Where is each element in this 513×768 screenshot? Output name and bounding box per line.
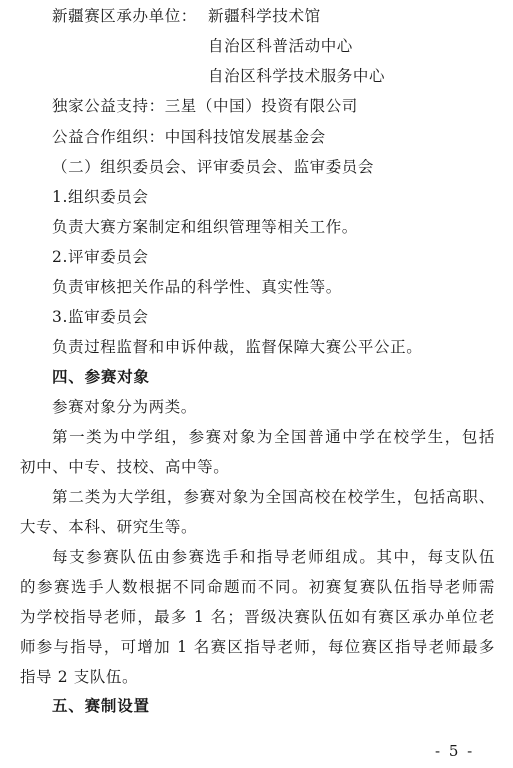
section-five-heading: 五、赛制设置 xyxy=(52,697,150,715)
org-committee-title: 1.组织委员会 xyxy=(52,188,149,206)
university-group-line-1: 第二类为大学组，参赛对象为全国高校在校学生，包括高职、 xyxy=(52,488,495,506)
team-composition-line-2: 的参赛选手人数根据不同命题而不同。初赛复赛队伍指导老师需 xyxy=(20,578,495,596)
xinjiang-organizer-label: 新疆赛区承办单位： xyxy=(52,7,197,25)
university-group-line-2: 大专、本科、研究生等。 xyxy=(20,518,198,536)
team-composition-line-4: 师参与指导，可增加 1 名赛区指导老师，每位赛区指导老师最多 xyxy=(20,638,495,656)
supervise-committee-desc: 负责过程监督和申诉仲裁，监督保障大赛公平公正。 xyxy=(52,338,423,356)
middle-school-group-line-1: 第一类为中学组，参赛对象为全国普通中学在校学生，包括 xyxy=(52,428,495,446)
committees-heading: （二）组织委员会、评审委员会、监审委员会 xyxy=(52,158,375,176)
xinjiang-organizer-3: 自治区科学技术服务中心 xyxy=(208,67,386,85)
review-committee-desc: 负责审核把关作品的科学性、真实性等。 xyxy=(52,278,342,296)
section-four-heading: 四、参赛对象 xyxy=(52,368,150,386)
middle-school-group-line-2: 初中、中专、技校、高中等。 xyxy=(20,458,230,476)
xinjiang-organizer-2: 自治区科普活动中心 xyxy=(208,37,353,55)
team-composition-line-5: 指导 2 支队伍。 xyxy=(20,668,139,686)
supervise-committee-title: 3.监审委员会 xyxy=(52,308,149,326)
charity-partner: 公益合作组织：中国科技馆发展基金会 xyxy=(52,128,326,146)
exclusive-support: 独家公益支持：三星（中国）投资有限公司 xyxy=(52,97,358,115)
page-number: - 5 - xyxy=(435,742,475,760)
team-composition-line-1: 每支参赛队伍由参赛选手和指导老师组成。其中，每支队伍 xyxy=(52,548,495,566)
org-committee-desc: 负责大赛方案制定和组织管理等相关工作。 xyxy=(52,218,358,236)
xinjiang-organizer-1: 新疆科学技术馆 xyxy=(208,7,321,25)
participants-intro: 参赛对象分为两类。 xyxy=(52,398,197,416)
team-composition-line-3: 为学校指导老师，最多 1 名；晋级决赛队伍如有赛区承办单位老 xyxy=(20,608,495,626)
review-committee-title: 2.评审委员会 xyxy=(52,248,149,266)
